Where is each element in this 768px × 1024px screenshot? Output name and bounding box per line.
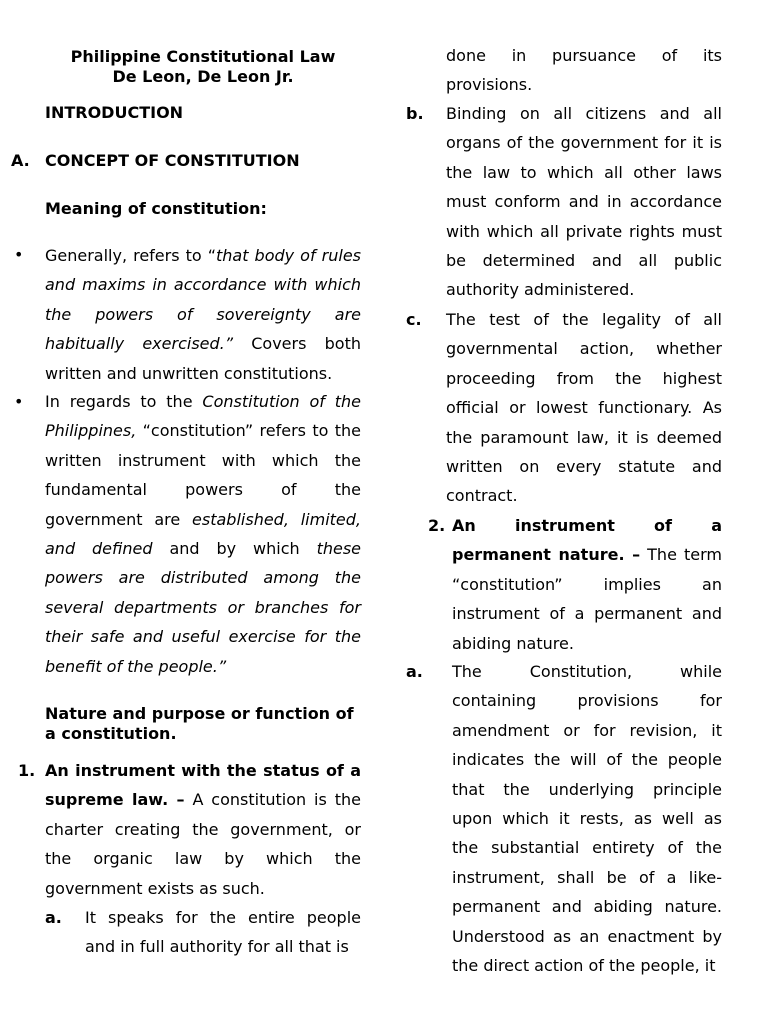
bullet-marker: • xyxy=(14,245,24,264)
nature-heading: Nature and purpose or function of a constitution. xyxy=(45,704,354,743)
item-2a-text: The Constitution, while containing provisions for amendment or for revision, it indicates the will of the people that the underlying principle upon which it rests, as well as the substantial entirety of the instrument, shall be of a like-permanent and abiding nature. Understood as an enactment by the direct action of the people, it xyxy=(452,662,722,976)
document-authors: De Leon, De Leon Jr. xyxy=(112,67,294,86)
section-a-title: CONCEPT OF CONSTITUTION xyxy=(45,151,300,170)
bullet2-text-2: Constitution of the Philippines, xyxy=(45,392,362,441)
document-header xyxy=(45,47,361,87)
item-1-number: 1. xyxy=(18,761,36,780)
item-1b-text: Binding on all citizens and all organs of the government for it is the law to which all other laws must conform and in accordance with which all private rights must be determined and all public authority administered. xyxy=(446,104,722,300)
item-1c-text: The test of the legality of all governmental action, whether proceeding from the highest official or lowest functionary. As the paramount law, it is deemed written on every statute and contract. xyxy=(446,310,722,506)
item-1-heading: An instrument with the status of a supreme law. – xyxy=(45,761,361,810)
bullet2-text-6: these powers are distributed among the several departments or branches for their safe and useful exercise for the benefit of the people.” xyxy=(45,539,361,676)
item-1a-letter: a. xyxy=(45,908,62,927)
item-1c-paragraph xyxy=(446,305,722,511)
item-1c-letter: c. xyxy=(406,310,422,329)
bullet2-text-3: “constitution” refers to the written instrument with which the fundamental powers of the government are xyxy=(45,421,361,529)
item-1b-paragraph xyxy=(446,99,722,305)
bullet1-definition: that body of rules and maxims in accordance with which the powers of sovereignty are habitually exercised.” xyxy=(45,246,361,354)
item-1-text: A constitution is the charter creating the government, or the organic law by which the government exists as such. xyxy=(45,790,362,898)
document-title: Philippine Constitutional Law xyxy=(70,47,336,66)
intro-heading: INTRODUCTION xyxy=(45,103,184,122)
item-1a-continuation xyxy=(446,41,722,100)
item-2-text: The term “constitution” implies an instrument of a permanent and abiding nature. xyxy=(452,545,722,653)
bullet-marker: • xyxy=(14,392,24,411)
item-1-paragraph xyxy=(45,756,361,903)
meaning-heading: Meaning of constitution: xyxy=(45,199,267,218)
bullet2-text-5: and by which xyxy=(152,539,317,559)
bullet2-text-1: In regards to the xyxy=(45,392,203,411)
bullet-paragraph-2 xyxy=(45,387,361,681)
bullet1-text-1: Generally, refers to “ xyxy=(45,246,217,265)
item-1a-paragraph xyxy=(85,903,361,962)
item-2a-letter: a. xyxy=(406,662,423,681)
bullet2-text-4: established, limited, and defined xyxy=(45,509,362,559)
item-2-paragraph xyxy=(452,511,722,658)
item-1a-text-start: It speaks for the entire people and in full authority for all that is xyxy=(85,908,361,957)
item-2-number: 2. xyxy=(428,516,446,535)
item-2-heading: An instrument of a permanent nature. – xyxy=(452,516,722,565)
bullet-paragraph-1 xyxy=(45,241,361,388)
item-1b-letter: b. xyxy=(406,104,424,123)
bullet1-text-3: Covers both written and unwritten constitutions. xyxy=(45,334,361,383)
section-a-letter: A. xyxy=(11,151,30,170)
item-1a-text: done in pursuance of its provisions. xyxy=(446,46,722,95)
item-2a-paragraph xyxy=(452,657,722,980)
